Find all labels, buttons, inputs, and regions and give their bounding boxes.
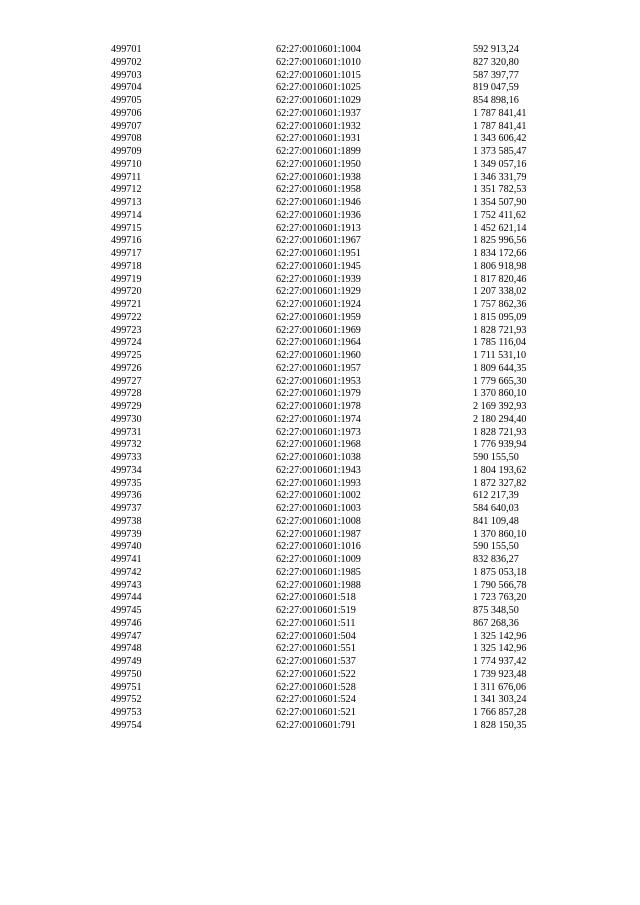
cadastral-value: 590 155,50 xyxy=(473,541,519,553)
cadastral-value: 1 809 644,35 xyxy=(473,362,527,374)
cadastral-number: 62:27:0010601:522 xyxy=(276,668,356,680)
cadastral-number: 62:27:0010601:1924 xyxy=(276,299,361,310)
table-row xyxy=(0,529,640,542)
row-number: 499701 xyxy=(111,44,142,55)
cadastral-number: 62:27:0010601:518 xyxy=(276,592,356,604)
cadastral-value: 2 180 294,40 xyxy=(473,413,527,425)
row-number: 499731 xyxy=(111,426,142,438)
cadastral-value: 1 834 172,66 xyxy=(473,248,527,259)
row-number: 499751 xyxy=(111,681,142,693)
cadastral-number: 62:27:0010601:537 xyxy=(276,656,356,667)
row-number: 499728 xyxy=(111,388,142,400)
table-row xyxy=(0,439,640,452)
cadastral-value: 1 325 142,96 xyxy=(473,630,527,642)
cadastral-value: 1 351 782,53 xyxy=(473,184,527,196)
table-row xyxy=(0,682,640,695)
cadastral-number: 62:27:0010601:1015 xyxy=(276,69,361,81)
cadastral-number: 62:27:0010601:528 xyxy=(276,681,356,693)
cadastral-value: 1 806 918,98 xyxy=(473,260,527,272)
table-row xyxy=(0,414,640,427)
cadastral-number: 62:27:0010601:1003 xyxy=(276,503,361,514)
row-number: 499704 xyxy=(111,82,142,94)
row-number: 499703 xyxy=(111,69,142,81)
row-number: 499733 xyxy=(111,452,142,463)
cadastral-value: 832 836,27 xyxy=(473,554,519,565)
cadastral-value: 1 207 338,02 xyxy=(473,286,527,298)
row-number: 499746 xyxy=(111,617,142,629)
row-number: 499723 xyxy=(111,324,142,336)
table-row xyxy=(0,567,640,580)
table-row xyxy=(0,580,640,593)
table-row xyxy=(0,516,640,529)
table-row xyxy=(0,427,640,440)
cadastral-value: 2 169 392,93 xyxy=(473,401,527,412)
cadastral-number: 62:27:0010601:1979 xyxy=(276,388,361,400)
cadastral-value: 1 787 841,41 xyxy=(473,120,527,132)
cadastral-number: 62:27:0010601:1978 xyxy=(276,401,361,412)
cadastral-value: 1 325 142,96 xyxy=(473,643,527,655)
row-number: 499719 xyxy=(111,273,142,285)
cadastral-number: 62:27:0010601:1002 xyxy=(276,490,361,502)
row-number: 499730 xyxy=(111,413,142,425)
cadastral-number: 62:27:0010601:1951 xyxy=(276,248,361,259)
table-row xyxy=(0,210,640,223)
row-number: 499737 xyxy=(111,503,142,514)
row-number: 499721 xyxy=(111,299,142,310)
cadastral-value: 1 815 095,09 xyxy=(473,311,527,323)
table-row xyxy=(0,554,640,567)
table-row xyxy=(0,694,640,707)
cadastral-value: 867 268,36 xyxy=(473,617,519,629)
cadastral-value: 1 872 327,82 xyxy=(473,477,527,489)
table-row xyxy=(0,707,640,720)
table-row xyxy=(0,95,640,108)
cadastral-value: 1 774 937,42 xyxy=(473,656,527,667)
cadastral-number: 62:27:0010601:1025 xyxy=(276,82,361,94)
cadastral-number: 62:27:0010601:1939 xyxy=(276,273,361,285)
table-row xyxy=(0,159,640,172)
cadastral-number: 62:27:0010601:1004 xyxy=(276,44,361,55)
row-number: 499718 xyxy=(111,260,142,272)
cadastral-number: 62:27:0010601:1010 xyxy=(276,56,361,68)
row-number: 499753 xyxy=(111,707,142,718)
cadastral-number: 62:27:0010601:1964 xyxy=(276,337,361,349)
cadastral-value: 1 757 862,36 xyxy=(473,299,527,310)
table-row xyxy=(0,197,640,210)
table-row xyxy=(0,248,640,261)
row-number: 499742 xyxy=(111,566,142,578)
row-number: 499726 xyxy=(111,362,142,374)
table-row xyxy=(0,350,640,363)
row-number: 499736 xyxy=(111,490,142,502)
cadastral-number: 62:27:0010601:1932 xyxy=(276,120,361,132)
row-number: 499722 xyxy=(111,311,142,323)
cadastral-number: 62:27:0010601:1988 xyxy=(276,579,361,591)
cadastral-value: 1 825 996,56 xyxy=(473,235,527,247)
table-row xyxy=(0,631,640,644)
row-number: 499713 xyxy=(111,197,142,208)
row-number: 499741 xyxy=(111,554,142,565)
cadastral-value: 819 047,59 xyxy=(473,82,519,94)
row-number: 499708 xyxy=(111,133,142,145)
cadastral-number: 62:27:0010601:1969 xyxy=(276,324,361,336)
table-row xyxy=(0,388,640,401)
cadastral-number: 62:27:0010601:551 xyxy=(276,643,356,655)
table-row xyxy=(0,172,640,185)
cadastral-number: 62:27:0010601:1945 xyxy=(276,260,361,272)
cadastral-number: 62:27:0010601:1950 xyxy=(276,158,361,170)
cadastral-value: 1 711 531,10 xyxy=(473,350,527,361)
row-number: 499711 xyxy=(111,171,142,183)
cadastral-value: 1 766 857,28 xyxy=(473,707,527,718)
cadastral-value: 1 343 606,42 xyxy=(473,133,527,145)
cadastral-number: 62:27:0010601:519 xyxy=(276,605,356,616)
cadastral-number: 62:27:0010601:1016 xyxy=(276,541,361,553)
row-number: 499734 xyxy=(111,464,142,476)
cadastral-value: 592 913,24 xyxy=(473,44,519,55)
cadastral-number: 62:27:0010601:511 xyxy=(276,617,356,629)
cadastral-number: 62:27:0010601:1968 xyxy=(276,439,361,451)
cadastral-value: 612 217,39 xyxy=(473,490,519,502)
cadastral-value: 1 370 860,10 xyxy=(473,528,527,540)
cadastral-value: 1 776 939,94 xyxy=(473,439,527,451)
cadastral-value: 590 155,50 xyxy=(473,452,519,463)
cadastral-number: 62:27:0010601:1943 xyxy=(276,464,361,476)
table-row xyxy=(0,401,640,414)
table-row xyxy=(0,223,640,236)
row-number: 499748 xyxy=(111,643,142,655)
row-number: 499752 xyxy=(111,694,142,706)
row-number: 499729 xyxy=(111,401,142,412)
cadastral-value: 1 828 721,93 xyxy=(473,324,527,336)
row-number: 499727 xyxy=(111,375,142,387)
cadastral-value: 1 779 665,30 xyxy=(473,375,527,387)
table-row xyxy=(0,337,640,350)
table-row xyxy=(0,299,640,312)
row-number: 499709 xyxy=(111,146,142,157)
cadastral-number: 62:27:0010601:1008 xyxy=(276,515,361,527)
cadastral-value: 875 348,50 xyxy=(473,605,519,616)
cadastral-number: 62:27:0010601:1936 xyxy=(276,209,361,221)
cadastral-number: 62:27:0010601:1959 xyxy=(276,311,361,323)
cadastral-value: 841 109,48 xyxy=(473,515,519,527)
table-row xyxy=(0,452,640,465)
cadastral-number: 62:27:0010601:1973 xyxy=(276,426,361,438)
table-row xyxy=(0,286,640,299)
row-number: 499732 xyxy=(111,439,142,451)
cadastral-number: 62:27:0010601:1957 xyxy=(276,362,361,374)
cadastral-value: 1 739 923,48 xyxy=(473,668,527,680)
cadastral-number: 62:27:0010601:524 xyxy=(276,694,356,706)
table-row xyxy=(0,312,640,325)
cadastral-value: 1 346 331,79 xyxy=(473,171,527,183)
row-number: 499749 xyxy=(111,656,142,667)
cadastral-value: 1 828 721,93 xyxy=(473,426,527,438)
table-row xyxy=(0,235,640,248)
table-row xyxy=(0,121,640,134)
cadastral-number: 62:27:0010601:1953 xyxy=(276,375,361,387)
cadastral-value: 1 341 303,24 xyxy=(473,694,527,706)
cadastral-value: 1 785 116,04 xyxy=(473,337,527,349)
cadastral-number: 62:27:0010601:504 xyxy=(276,630,356,642)
table-row xyxy=(0,643,640,656)
row-number: 499715 xyxy=(111,222,142,234)
cadastral-number: 62:27:0010601:791 xyxy=(276,719,356,731)
table-row xyxy=(0,261,640,274)
row-number: 499724 xyxy=(111,337,142,349)
row-number: 499750 xyxy=(111,668,142,680)
cadastral-value: 1 311 676,06 xyxy=(473,681,527,693)
cadastral-number: 62:27:0010601:1009 xyxy=(276,554,361,565)
row-number: 499754 xyxy=(111,719,142,731)
cadastral-value: 1 373 585,47 xyxy=(473,146,527,157)
table-row xyxy=(0,592,640,605)
table-row xyxy=(0,274,640,287)
table-row xyxy=(0,720,640,733)
table-row xyxy=(0,325,640,338)
cadastral-number: 62:27:0010601:521 xyxy=(276,707,356,718)
table-row xyxy=(0,57,640,70)
cadastral-value: 1 790 566,78 xyxy=(473,579,527,591)
row-number: 499702 xyxy=(111,56,142,68)
row-number: 499707 xyxy=(111,120,142,132)
table-row xyxy=(0,465,640,478)
row-number: 499725 xyxy=(111,350,142,361)
table-row xyxy=(0,376,640,389)
cadastral-value: 1 787 841,41 xyxy=(473,107,527,119)
row-number: 499747 xyxy=(111,630,142,642)
cadastral-value: 1 723 763,20 xyxy=(473,592,527,604)
row-number: 499735 xyxy=(111,477,142,489)
row-number: 499706 xyxy=(111,107,142,119)
table-row xyxy=(0,70,640,83)
row-number: 499716 xyxy=(111,235,142,247)
row-number: 499740 xyxy=(111,541,142,553)
cadastral-number: 62:27:0010601:1985 xyxy=(276,566,361,578)
table-row xyxy=(0,503,640,516)
table-row xyxy=(0,478,640,491)
table-row xyxy=(0,184,640,197)
cadastral-number: 62:27:0010601:1967 xyxy=(276,235,361,247)
row-number: 499705 xyxy=(111,95,142,106)
table-row xyxy=(0,108,640,121)
cadastral-number: 62:27:0010601:1960 xyxy=(276,350,361,361)
table-row xyxy=(0,605,640,618)
cadastral-value: 1 370 860,10 xyxy=(473,388,527,400)
row-number: 499712 xyxy=(111,184,142,196)
row-number: 499744 xyxy=(111,592,142,604)
cadastral-value: 854 898,16 xyxy=(473,95,519,106)
cadastral-number: 62:27:0010601:1913 xyxy=(276,222,361,234)
cadastral-value: 1 875 053,18 xyxy=(473,566,527,578)
row-number: 499720 xyxy=(111,286,142,298)
cadastral-value-table xyxy=(0,44,640,733)
cadastral-number: 62:27:0010601:1938 xyxy=(276,171,361,183)
cadastral-number: 62:27:0010601:1929 xyxy=(276,286,361,298)
cadastral-value: 587 397,77 xyxy=(473,69,519,81)
cadastral-value: 1 817 820,46 xyxy=(473,273,527,285)
row-number: 499745 xyxy=(111,605,142,616)
row-number: 499714 xyxy=(111,209,142,221)
table-row xyxy=(0,618,640,631)
table-row xyxy=(0,146,640,159)
row-number: 499717 xyxy=(111,248,142,259)
cadastral-value: 1 354 507,90 xyxy=(473,197,527,208)
table-row xyxy=(0,133,640,146)
cadastral-value: 1 752 411,62 xyxy=(473,209,527,221)
cadastral-number: 62:27:0010601:1946 xyxy=(276,197,361,208)
table-row xyxy=(0,656,640,669)
cadastral-number: 62:27:0010601:1931 xyxy=(276,133,361,145)
row-number: 499738 xyxy=(111,515,142,527)
cadastral-value: 1 349 057,16 xyxy=(473,158,527,170)
table-row xyxy=(0,82,640,95)
cadastral-number: 62:27:0010601:1987 xyxy=(276,528,361,540)
cadastral-number: 62:27:0010601:1958 xyxy=(276,184,361,196)
table-row xyxy=(0,541,640,554)
cadastral-value: 1 828 150,35 xyxy=(473,719,527,731)
row-number: 499710 xyxy=(111,158,142,170)
cadastral-number: 62:27:0010601:1937 xyxy=(276,107,361,119)
cadastral-value: 1 804 193,62 xyxy=(473,464,527,476)
cadastral-value: 1 452 621,14 xyxy=(473,222,527,234)
table-row xyxy=(0,363,640,376)
table-row xyxy=(0,669,640,682)
row-number: 499739 xyxy=(111,528,142,540)
table-row xyxy=(0,490,640,503)
table-row xyxy=(0,44,640,57)
cadastral-value: 827 320,80 xyxy=(473,56,519,68)
cadastral-number: 62:27:0010601:1974 xyxy=(276,413,361,425)
cadastral-number: 62:27:0010601:1038 xyxy=(276,452,361,463)
row-number: 499743 xyxy=(111,579,142,591)
cadastral-number: 62:27:0010601:1899 xyxy=(276,146,361,157)
cadastral-number: 62:27:0010601:1993 xyxy=(276,477,361,489)
cadastral-number: 62:27:0010601:1029 xyxy=(276,95,361,106)
cadastral-value: 584 640,03 xyxy=(473,503,519,514)
